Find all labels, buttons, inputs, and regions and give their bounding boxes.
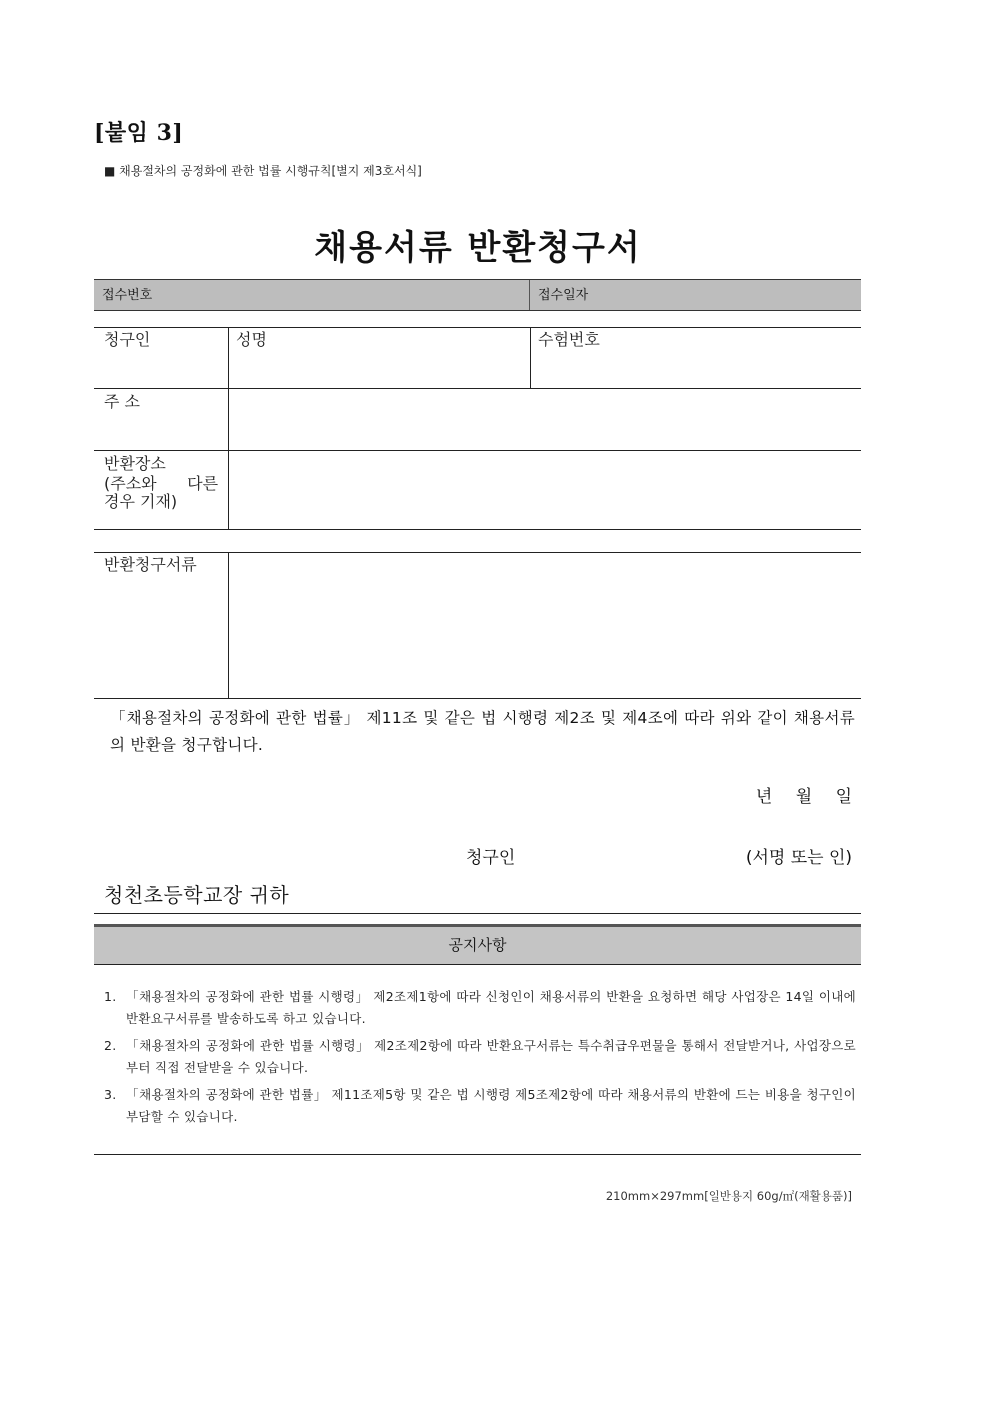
notice-bottom-border <box>94 1154 861 1155</box>
claimant-label: 청구인 <box>104 330 151 349</box>
notice-item-number: 3. <box>104 1087 117 1102</box>
date-line: 년 월 일 <box>755 787 852 807</box>
documents-field[interactable] <box>229 553 861 698</box>
claim-statement: 「채용절차의 공정화에 관한 법률」 제11조 및 같은 법 시행령 제2조 및 제4조에 따라 위와 같이 채용서류의 반환을 청구합니다. <box>110 709 855 754</box>
notice-item <box>104 1084 856 1128</box>
paper-spec: 210mm×297mm[일반용지 60g/㎡(재활용품)] <box>605 1189 852 1203</box>
notice-item <box>104 986 856 1030</box>
receipt-band <box>94 279 861 311</box>
legal-basis: ■ 채용절차의 공정화에 관한 법률 시행규칙[별지 제3호서식] <box>104 164 422 178</box>
name-label: 성명 <box>236 330 267 349</box>
signature-hint: (서명 또는 인) <box>745 848 852 868</box>
return-place-note: (주소와 다른 <box>104 474 219 493</box>
notice-item-text: 「채용절차의 공정화에 관한 법률」 제11조제5항 및 같은 법 시행령 제5조제2항에 따라 채용서류의 반환에 드는 비용을 청구인이 부담할 수 있습니다. <box>126 1087 856 1124</box>
receipt-divider <box>529 280 530 310</box>
return-place-note: 경우 기재) <box>104 492 178 511</box>
form-top-border <box>94 327 861 328</box>
exam-number-field[interactable] <box>531 346 861 388</box>
notice-item-text: 「채용절차의 공정화에 관한 법률 시행령」 제2조제2항에 따라 반환요구서류는 특수취급우편물을 통해서 전달받거나, 사업장으로부터 직접 전달받을 수 있습니다. <box>126 1038 856 1075</box>
notice-item-number: 1. <box>104 989 117 1004</box>
notice-header: 공지사항 <box>94 924 861 965</box>
name-field[interactable] <box>229 346 529 388</box>
receipt-number-label: 접수번호 <box>102 288 153 303</box>
documents-bottom-border <box>94 698 861 699</box>
attachment-label: [붙임 3] <box>94 120 184 146</box>
recipient-underline <box>94 913 861 914</box>
address-field[interactable] <box>229 389 861 450</box>
notice-list <box>104 986 856 1133</box>
notice-item-number: 2. <box>104 1038 117 1053</box>
documents-label: 반환청구서류 <box>104 555 197 574</box>
exam-number-label: 수험번호 <box>538 330 600 349</box>
recipient: 청천초등학교장 귀하 <box>104 883 290 907</box>
notice-item-text: 「채용절차의 공정화에 관한 법률 시행령」 제2조제1항에 따라 신청인이 채용서류의 반환을 요청하면 해당 사업장은 14일 이내에 반환요구서류를 발송하도록 하고 있습니다. <box>126 989 856 1026</box>
signature-claimant-label: 청구인 <box>466 848 516 868</box>
notice-item <box>104 1035 856 1079</box>
receipt-date-label: 접수일자 <box>538 288 589 303</box>
page-title: 채용서류 반환청구서 <box>314 228 642 268</box>
address-label: 주 소 <box>104 392 140 411</box>
return-place-label: 반환장소 <box>104 454 166 473</box>
form-bottom-border <box>94 529 861 530</box>
return-place-field[interactable] <box>229 451 861 529</box>
